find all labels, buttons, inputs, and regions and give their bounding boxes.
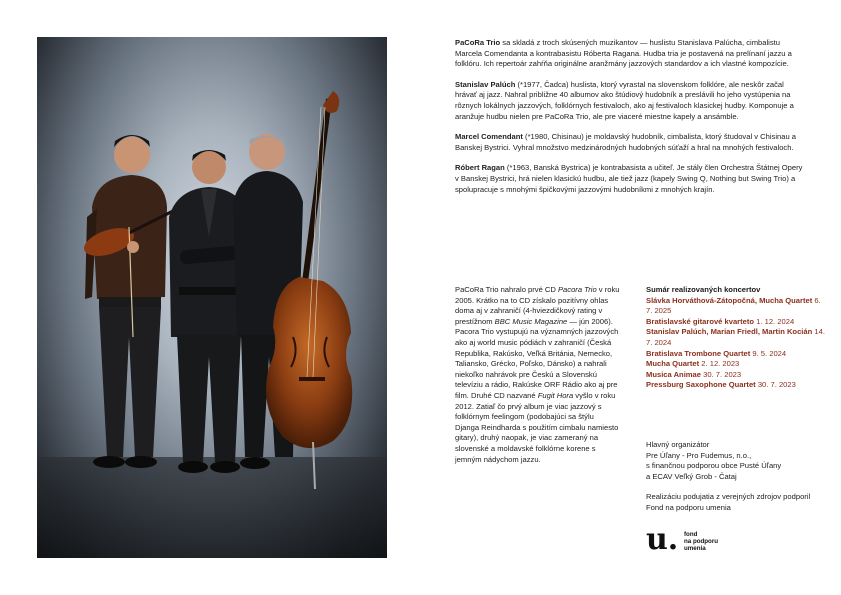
concert-item [646, 359, 826, 370]
concert-name: Stanislav Palúch, Marian Friedl, Martin Kocián [646, 327, 813, 337]
bio-text: (*1963, Banská Bystrica) je kontrabasista a učiteľ. Je stály člen Orchestra Štátnej Opery v Banskej Bystrici, hrá nielen klasickú hudbu, ale tiež jazz (kapely Swing Q, Nothing but Swing Trio) a spolupracuje s mnohými špičkovými jazzovými hudobníkmi z mnohých krajín. [455, 163, 803, 194]
concert-name: Bratislava Trombone Quartet [646, 348, 751, 358]
organizer-line: Pre Úľany - Pro Fudemus, n.o., [646, 450, 752, 460]
logo-line: umenia [684, 544, 706, 552]
violinist [81, 135, 177, 468]
intro-text: sa skladá z troch skúsených muzikantov — huslistu Stanislava Palúcha, cimbalistu Marcela Comendanta a kontrabasistu Róberta Ragana. Hudba tria je postavená na prelínaní jazzu a folklóru. Ich repertoár zahŕňa originálne aranžmány jazzových standardov a ich vlastné kompozície. [455, 38, 792, 69]
organizer-line: a ECAV Veľký Grob - Čataj [646, 471, 737, 481]
concert-item [646, 296, 826, 317]
bio-name: Marcel Comendant [455, 132, 523, 142]
bio-name: Stanislav Palúch [455, 79, 516, 89]
trio-photo [37, 37, 387, 558]
concert-name: Bratislavské gitarové kvarteto [646, 316, 755, 326]
bio-comendant [455, 132, 807, 153]
trio-illustration [37, 37, 387, 558]
discography-section [455, 285, 620, 465]
concert-summary-heading: Sumár realizovaných koncertov [646, 285, 761, 294]
concert-date: 14. 7. 2024 [646, 327, 825, 347]
concert-name: Mucha Quartet [646, 359, 700, 369]
story-text: PaCoRa Trio nahralo prvé CD [455, 285, 558, 294]
logo-mark: u. [646, 522, 679, 557]
bio-ragan [455, 163, 807, 195]
story-text: vyšlo v roku 2012. Zatiaľ čo prvý album je viac jazzový s folklórnym feelingom (podobajúci sa štýlu Djanga Reindharda s použitím cimbalu namiesto gitary), druhý naopak, je viac zameraný na slovenské a moldavské folklórne korene s jemným nádychom jazzu. [455, 390, 619, 464]
concert-date: 30. 7. 2023 [755, 380, 796, 390]
concert-item [646, 327, 826, 348]
concert-name: Pressburg Saxophone Quartet [646, 380, 756, 390]
bio-paluch [455, 80, 807, 122]
organizer-line: s finančnou podporou obce Pusté Úľany [646, 461, 782, 471]
support-note: Realizáciu podujatia z verejných zdrojov podporil Fond na podporu umenia [646, 492, 811, 512]
intro-section [455, 38, 807, 205]
album-title: Pacora Trio [557, 285, 597, 294]
concert-name: Slávka Horváthová-Zátopočná, Mucha Quartet [646, 295, 813, 305]
organizer-info [646, 440, 826, 482]
organizer-section [646, 440, 826, 524]
story-text: v roku 2005. Krátko na to CD získalo pozitívny ohlas doma aj v zahraničí (4-hviezdičkový rating v prestížnom [455, 285, 620, 326]
concert-item [646, 370, 826, 381]
bio-text: (*1977, Čadca) huslista, ktorý vyrastal na slovenskom folklóre, ale neskôr začal hrávať aj jazz. Nahral približne 40 albumov ako štúdiový hudobník a preslávili ho jeho vystúpenia na rôznych lokálnych jazzových, folklórnych festivaloch, ako aj festivaloch klasickej hudby. Komponuje a aranžuje hudbu nielen pre PaCoRa Trio, ale pre viaceré miestne kapely a ansámble. [455, 79, 794, 121]
concert-item [646, 380, 826, 391]
concert-item [646, 317, 826, 328]
story-text: — jún 2006). Pacora Trio vystupujú na významných jazzových ako aj world music pódiách v zahraničí (Česká Republika, Rakúsko, Veľká Británia, Nemecko, Taliansko, Grécko, Poľsko, Dánsko) a nahrali niekoľko nahrávok pre Českú a Slovenskú televíziu a rádio, Rakúske ORF Rádio ako aj pre film. Druhé CD nazvané [455, 316, 619, 400]
fpu-logo [646, 522, 766, 559]
concert-date: 30. 7. 2023 [701, 369, 742, 379]
concert-item [646, 349, 826, 360]
concert-date: 9. 5. 2024 [750, 348, 787, 358]
organizer-line: Hlavný organizátor [646, 440, 710, 449]
logo-text [684, 532, 718, 552]
concert-date: 6. 7. 2025 [646, 295, 821, 316]
trio-name: PaCoRa Trio [455, 38, 501, 47]
concert-summary [646, 285, 826, 391]
bio-text: (*1980, Chisinau) je moldavský hudobník, cimbalista, ktorý študoval v Chisinau a Banskej Bystrici. Vyhral množstvo medzinárodných hudobných súťaží a hral na mnohých festivaloch. [455, 132, 797, 152]
intro-paragraph [455, 38, 807, 70]
concert-date: 1. 12. 2024 [754, 316, 795, 326]
concert-date: 2. 12. 2023 [699, 359, 740, 369]
logo-line: fond [684, 531, 698, 538]
bio-name: Róbert Ragan [455, 163, 505, 173]
logo-line: na podporu [684, 537, 719, 545]
magazine-title: BBC Music Magazine [494, 316, 568, 326]
album-title: Fugit Hora [537, 390, 574, 400]
concert-name: Musica Animae [646, 369, 702, 379]
